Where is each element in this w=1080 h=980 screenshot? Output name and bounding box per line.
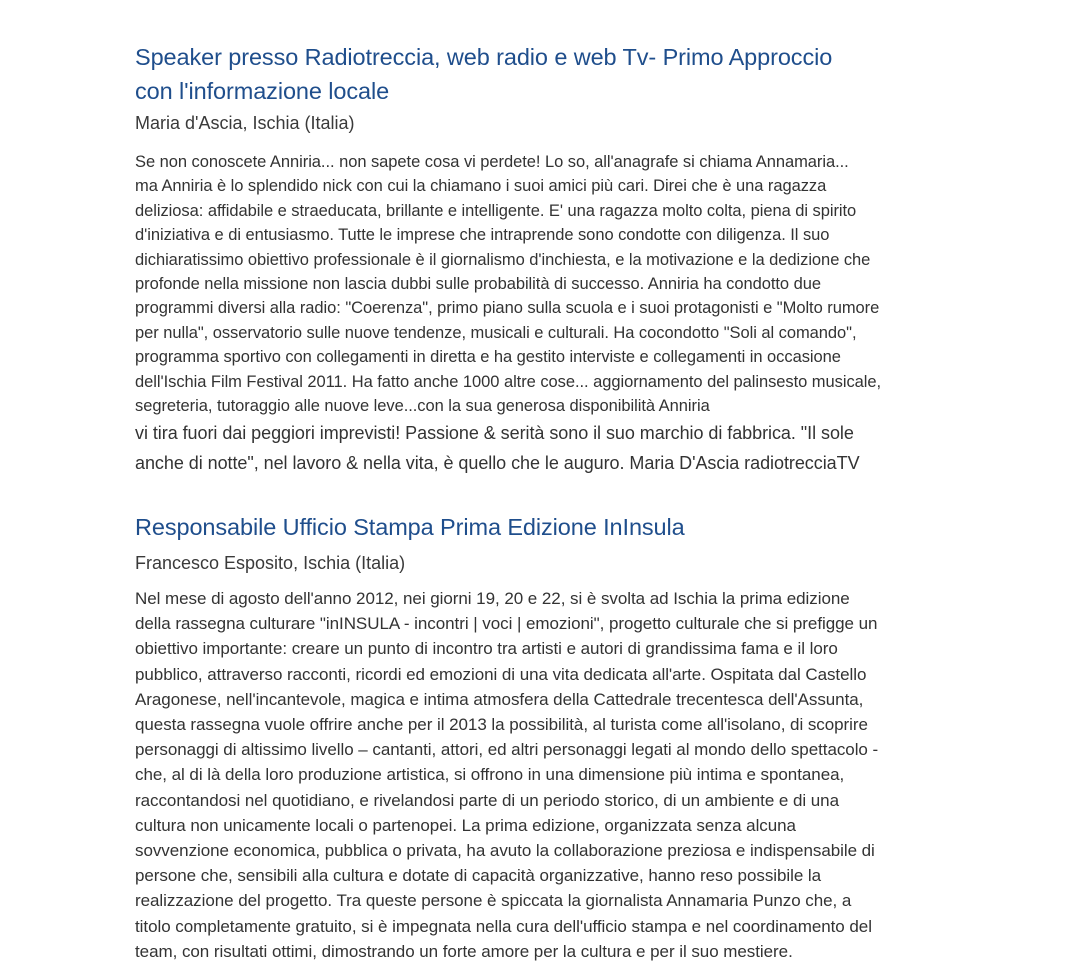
body-line: per nulla", osservatorio sulle nuove tendenze, musicali e culturali. Ha cocondotto "Soli al comando",: [135, 323, 857, 342]
body-line: segreteria, tutoraggio alle nuove leve...con la sua generosa disponibilità Anniria: [135, 397, 710, 416]
body-line: obiettivo importante: creare un punto di incontro tra artisti e autori di grandissima fama e il loro: [135, 639, 838, 659]
body-line: dichiaratissimo obiettivo professionale è il giornalismo d'inchiesta, e la motivazione e la dedizione che: [135, 250, 871, 269]
body-line: titolo completamente gratuito, si è impegnata nella cura dell'ufficio stampa e nel coordinamento del: [135, 916, 872, 936]
body-line: persone che, sensibili alla cultura e dotate di capacità organizzative, hanno reso possibile la: [135, 866, 822, 886]
body-line: personaggi di altissimo livello – cantanti, attori, ed altri personaggi legati al mondo dello spettacolo -: [135, 740, 879, 760]
body-line: d'iniziativa e di entusiasmo. Tutte le imprese che intraprende sono condotte con diligenza. Il suo: [135, 226, 830, 245]
entry-title[interactable]: [135, 40, 881, 108]
body-line: ma Anniria è lo splendido nick con cui la chiamano i suoi amici più cari. Direi che è una ragazza: [135, 177, 827, 196]
body-line: Se non conoscete Anniria... non sapete cosa vi perdete! Lo so, all'anagrafe si chiama Annamaria...: [135, 153, 849, 171]
body-line: cultura non unicamente locali o partenopei. La prima edizione, organizzata senza alcuna: [135, 815, 796, 835]
body-line: vi tira fuori dai peggiori imprevisti! Passione & serità sono il suo marchio di fabbrica. "Il sole: [135, 423, 854, 444]
body-line: team, con risultati ottimi, dimostrando un forte amore per la cultura e per il suo mestiere.: [135, 941, 793, 961]
body-line: deliziosa: affidabile e straeducata, brillante e intelligente. E' una ragazza molto colta, piena di spirito: [135, 201, 857, 220]
body-line: della rassegna culturare "inINSULA - incontri | voci | emozioni", progetto culturale che si prefigge un: [135, 614, 878, 634]
entry-title-line[interactable]: con l'informazione locale: [135, 78, 390, 104]
body-line: che, al di là della loro produzione artistica, si offrono in una dimensione più intima e spontanea,: [135, 765, 845, 785]
recommendation-entry-radiotreccia: [135, 40, 881, 478]
body-line: anche di notte", nel lavoro & nella vita, è quello che le auguro. Maria D'Ascia radiotrecciaTV: [135, 453, 860, 474]
body-line: realizzazione del progetto. Tra queste persone è spiccata la giornalista Annamaria Punzo che, a: [135, 891, 852, 911]
entry-title-line[interactable]: Responsabile Ufficio Stampa Prima Edizione InInsula: [135, 514, 685, 540]
entry-author: Francesco Esposito, Ischia (Italia): [135, 553, 406, 573]
body-line: Nel mese di agosto dell'anno 2012, nei giorni 19, 20 e 22, si è svolta ad Ischia la prima edizione: [135, 589, 850, 608]
entry-title-line[interactable]: Speaker presso Radiotreccia, web radio e web Tv- Primo Approccio: [135, 44, 833, 70]
body-line: profonde nella missione non lascia dubbi sulle probabilità di successo. Anniria ha condotto due: [135, 275, 821, 294]
body-line: questa rassegna vuole offrire anche per il 2013 la possibilità, al turista come all'isolano, di scoprire: [135, 715, 868, 735]
entry-title[interactable]: [135, 510, 878, 544]
body-line: programma sportivo con collegamenti in diretta e ha gestito interviste e collegamenti in occasione: [135, 348, 841, 367]
recommendation-entry-ininsula: [135, 510, 878, 964]
body-line: sovvenzione economica, pubblica o privata, ha avuto la collaborazione preziosa e indispensabile di: [135, 841, 875, 861]
body-line: Aragonese, nell'incantevole, magica e intima atmosfera della Cattedrale trecentesca dell'Assunta,: [135, 689, 864, 709]
body-line: programmi diversi alla radio: "Coerenza", primo piano sulla scuola e i suoi protagonisti e "Molto rumore: [135, 299, 880, 318]
entry-author: Maria d'Ascia, Ischia (Italia): [135, 113, 355, 133]
entry-body: [135, 586, 878, 964]
body-line: pubblico, attraverso racconti, ricordi ed emozioni di una vita dedicata all'arte. Ospitata dal Castello: [135, 664, 867, 684]
entry-body: [135, 150, 881, 478]
body-line: dell'Ischia Film Festival 2011. Ha fatto anche 1000 altre cose... aggiornamento del palinsesto musicale,: [135, 372, 882, 391]
body-line: raccontandosi nel quotidiano, e rivelandosi parte di un periodo storico, di un ambiente e di una: [135, 790, 839, 810]
